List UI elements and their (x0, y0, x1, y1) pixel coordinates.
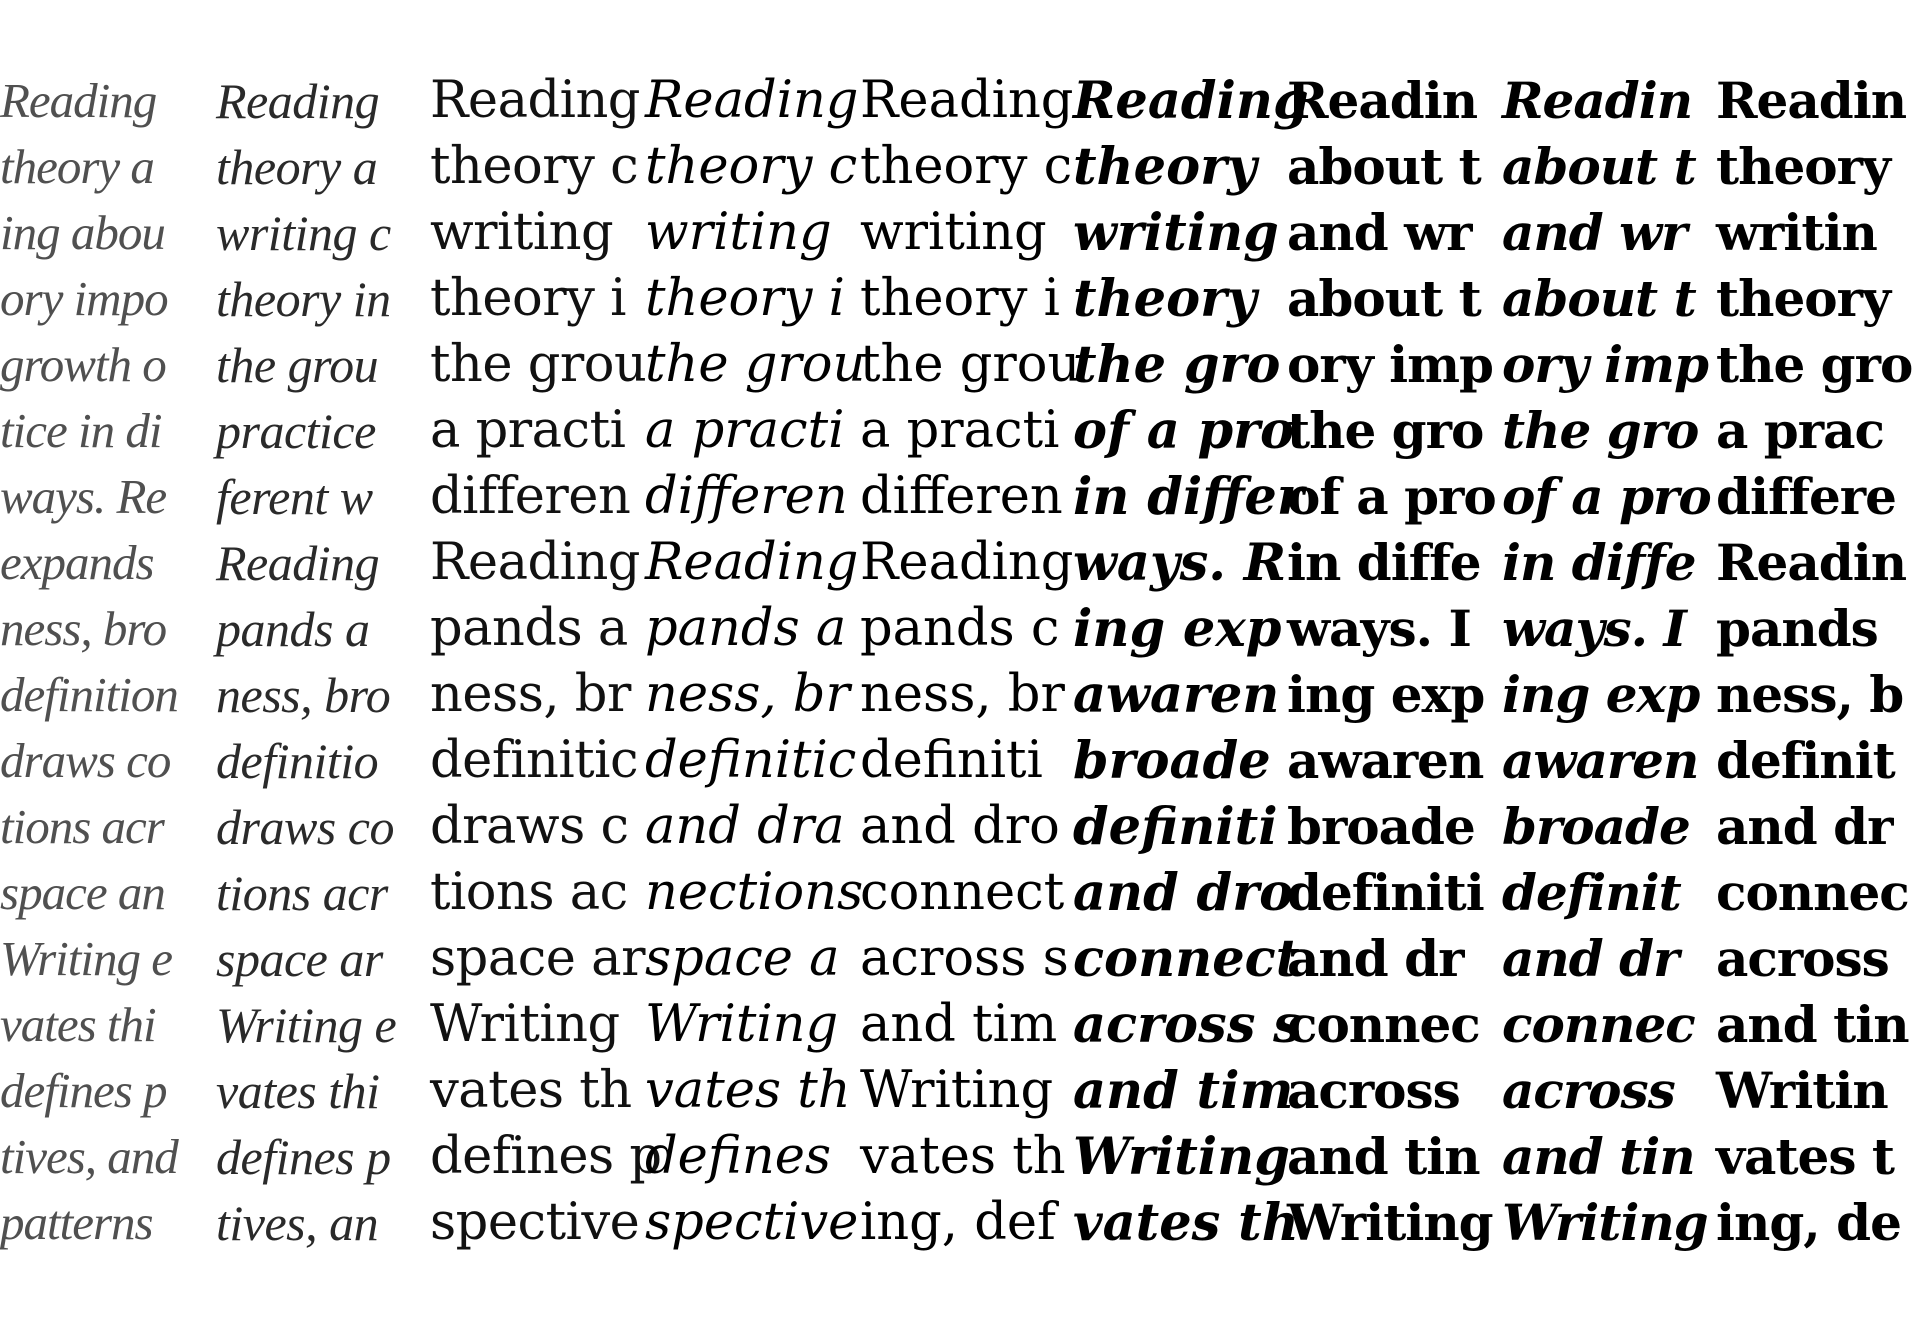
specimen-line: and dr (1287, 929, 1464, 988)
specimen-line: pands a (216, 601, 370, 657)
specimen-line: tions acr (0, 799, 164, 854)
specimen-line: vates t (1716, 1127, 1895, 1186)
specimen-line: and dr (1716, 797, 1893, 856)
specimen-line: theory c (860, 137, 1073, 196)
specimen-line: across s (860, 929, 1069, 988)
specimen-line: tions ac (430, 863, 628, 922)
specimen-line: theory a (0, 139, 154, 194)
specimen-line: nections (645, 863, 864, 922)
specimen-column-extralight (216, 68, 404, 1258)
specimen-line: connec (1287, 995, 1480, 1054)
specimen-line: ing exp (1073, 599, 1282, 659)
specimen-line: ing abou (0, 205, 165, 260)
specimen-column-black (1716, 68, 1916, 1258)
specimen-line: and wr (1287, 203, 1472, 262)
specimen-line: definitic (645, 731, 857, 790)
specimen-line: awaren (1287, 731, 1484, 790)
specimen-line: definitio (216, 733, 379, 789)
specimen-line: Writin (1716, 1061, 1888, 1120)
specimen-line: differen (430, 467, 631, 526)
specimen-line: pands a (430, 599, 628, 658)
specimen-line: theory (1716, 137, 1891, 196)
specimen-line: tives, and (0, 1129, 178, 1184)
specimen-line: about t (1287, 137, 1481, 196)
specimen-line: writing c (216, 205, 391, 261)
specimen-line: ways. Re (0, 469, 167, 524)
specimen-line: Reading (216, 73, 380, 129)
specimen-line: of a pro (1073, 401, 1295, 461)
specimen-line: the grou (645, 335, 866, 394)
specimen-line: across s (1073, 995, 1302, 1055)
specimen-column-extrabold (1502, 68, 1711, 1258)
specimen-line: definit (1502, 863, 1681, 922)
specimen-line: vates thi (216, 1063, 380, 1119)
specimen-line: connec (1716, 863, 1909, 922)
specimen-line: theory i (645, 269, 845, 328)
specimen-line: of a pro (1287, 467, 1496, 526)
specimen-line: about t (1287, 269, 1481, 328)
specimen-line: ways. I (1287, 599, 1471, 658)
specimen-line: ory imp (1287, 335, 1494, 394)
specimen-line: ness, bro (216, 667, 391, 723)
specimen-line: pands a (645, 599, 847, 658)
specimen-line: Reading (645, 71, 859, 130)
specimen-line: pands (1716, 599, 1878, 658)
specimen-line: and tin (1287, 1127, 1480, 1186)
specimen-line: theory (1073, 137, 1257, 197)
specimen-line: awaren (1502, 731, 1699, 790)
specimen-line: ways. I (1502, 599, 1686, 658)
specimen-line: spective (645, 1193, 859, 1252)
specimen-line: of a pro (1502, 467, 1711, 526)
specimen-line: draws co (216, 799, 394, 855)
specimen-line: ness, br (645, 665, 850, 724)
specimen-line: and dr (1502, 929, 1679, 988)
specimen-line: differen (860, 467, 1063, 526)
specimen-line: Reading (216, 535, 380, 591)
type-specimen (0, 68, 1913, 1258)
specimen-line: Writing (1502, 1193, 1708, 1252)
specimen-column-italic (645, 68, 866, 1258)
specimen-line: Readin (1502, 71, 1693, 130)
specimen-line: space ar (216, 931, 383, 987)
specimen-line: writing (645, 203, 832, 262)
specimen-line: growth o (0, 337, 166, 392)
specimen-line: defines p (430, 1127, 662, 1186)
specimen-line: vates th (860, 1127, 1066, 1186)
specimen-column-regular (860, 68, 1081, 1258)
specimen-line: the gro (1287, 401, 1484, 460)
specimen-line: broade (1287, 797, 1475, 856)
specimen-line: Readin (1716, 71, 1907, 130)
specimen-line: Reading (860, 71, 1074, 130)
specimen-line: Readin (1716, 533, 1907, 592)
specimen-line: connect (1073, 929, 1300, 989)
specimen-line: Reading (1073, 71, 1309, 131)
specimen-line: about t (1502, 269, 1696, 328)
specimen-line: across (1502, 1061, 1675, 1120)
specimen-line: definit (1716, 731, 1895, 790)
specimen-column-medium (1073, 68, 1309, 1258)
specimen-line: vates th (645, 1061, 851, 1120)
specimen-line: ory impo (0, 271, 168, 326)
specimen-line: writing (860, 203, 1047, 262)
specimen-line: Writing (860, 1061, 1054, 1120)
specimen-column-thin (0, 68, 188, 1258)
specimen-line: the gro (1716, 335, 1913, 394)
specimen-line: tions acr (216, 865, 388, 921)
specimen-line: pands c (860, 599, 1060, 658)
specimen-line: broade (1502, 797, 1690, 856)
specimen-line: ing exp (1502, 665, 1700, 724)
specimen-line: differe (1716, 467, 1896, 526)
specimen-line: across (1287, 1061, 1460, 1120)
specimen-line: Writing e (216, 997, 397, 1053)
specimen-line: definiti (1287, 863, 1484, 922)
specimen-line: ways. R (1073, 533, 1287, 593)
specimen-line: Reading (0, 73, 157, 128)
specimen-line: Writing (1073, 1127, 1290, 1187)
specimen-line: Writing e (0, 931, 173, 986)
specimen-line: differen (645, 467, 848, 526)
specimen-line: writin (1716, 203, 1877, 262)
specimen-line: and dro (1073, 863, 1294, 923)
specimen-line: and tim (860, 995, 1058, 1054)
specimen-line: practice (216, 403, 376, 459)
specimen-line: the gro (1502, 401, 1699, 460)
specimen-line: ness, bro (0, 601, 167, 656)
specimen-line: across (1716, 929, 1889, 988)
specimen-line: Readin (1287, 71, 1478, 130)
specimen-line: spective (430, 1193, 640, 1252)
specimen-line: patterns (0, 1195, 153, 1250)
specimen-line: the grou (430, 335, 647, 394)
specimen-line: theory i (430, 269, 626, 328)
specimen-line: defines p (216, 1129, 391, 1185)
specimen-line: a practi (860, 401, 1060, 460)
specimen-line: and wr (1502, 203, 1687, 262)
specimen-line: space a (645, 929, 840, 988)
specimen-line: writing (430, 203, 614, 262)
specimen-line: in diffe (1287, 533, 1481, 592)
specimen-line: theory (1073, 269, 1257, 329)
specimen-line: a practi (430, 401, 626, 460)
specimen-line: vates thi (0, 997, 156, 1052)
specimen-line: Writing (430, 995, 620, 1054)
specimen-line: ory imp (1502, 335, 1709, 394)
specimen-line: Reading (430, 533, 640, 592)
specimen-line: theory a (216, 139, 378, 195)
specimen-line: theory in (216, 271, 391, 327)
specimen-column-bold (1287, 68, 1496, 1258)
specimen-line: in diffe (1502, 533, 1696, 592)
specimen-line: ness, b (1716, 665, 1904, 724)
specimen-line: space ar (430, 929, 645, 988)
specimen-line: draws c (430, 797, 629, 856)
specimen-line: and dra (645, 797, 845, 856)
specimen-line: ness, br (430, 665, 631, 724)
specimen-line: and tim (1073, 1061, 1294, 1121)
specimen-line: ing exp (1287, 665, 1485, 724)
specimen-line: and tin (1502, 1127, 1695, 1186)
specimen-line: theory c (430, 137, 639, 196)
specimen-line: writing (1073, 203, 1279, 263)
specimen-line: the grou (860, 335, 1081, 394)
specimen-line: the grou (216, 337, 379, 393)
specimen-line: defines p (0, 1063, 167, 1118)
specimen-line: broade (1073, 731, 1271, 791)
specimen-line: definitic (430, 731, 639, 790)
specimen-line: the gro (1073, 335, 1281, 395)
specimen-line: a prac (1716, 401, 1884, 460)
specimen-column-light (430, 68, 662, 1258)
specimen-line: tives, an (216, 1195, 379, 1251)
specimen-line: theory (1716, 269, 1891, 328)
specimen-line: expands (0, 535, 154, 590)
specimen-line: vates th (1073, 1193, 1299, 1253)
specimen-line: ing, de (1716, 1193, 1901, 1252)
specimen-line: connect (860, 863, 1065, 922)
specimen-line: Reading (860, 533, 1074, 592)
specimen-line: Reading (645, 533, 859, 592)
specimen-line: definition (0, 667, 178, 722)
specimen-line: draws co (0, 733, 171, 788)
specimen-line: defines (645, 1127, 832, 1186)
specimen-line: ing, def (860, 1193, 1056, 1252)
specimen-line: a practi (645, 401, 845, 460)
specimen-line: space an (0, 865, 165, 920)
specimen-line: in differ (1073, 467, 1304, 527)
specimen-line: ness, br (860, 665, 1065, 724)
specimen-line: connec (1502, 995, 1695, 1054)
specimen-line: vates th (430, 1061, 632, 1120)
specimen-line: tice in di (0, 403, 162, 458)
specimen-line: definiti (1073, 797, 1278, 857)
specimen-line: Writing (645, 995, 839, 1054)
specimen-line: and tin (1716, 995, 1909, 1054)
specimen-line: and dro (860, 797, 1060, 856)
specimen-line: theory i (860, 269, 1060, 328)
specimen-line: Writing (1287, 1193, 1493, 1252)
specimen-line: about t (1502, 137, 1696, 196)
specimen-line: Reading (430, 71, 640, 130)
specimen-line: awaren (1073, 665, 1280, 725)
specimen-line: ferent w (216, 469, 373, 525)
specimen-line: theory c (645, 137, 858, 196)
specimen-line: definiti (860, 731, 1043, 790)
